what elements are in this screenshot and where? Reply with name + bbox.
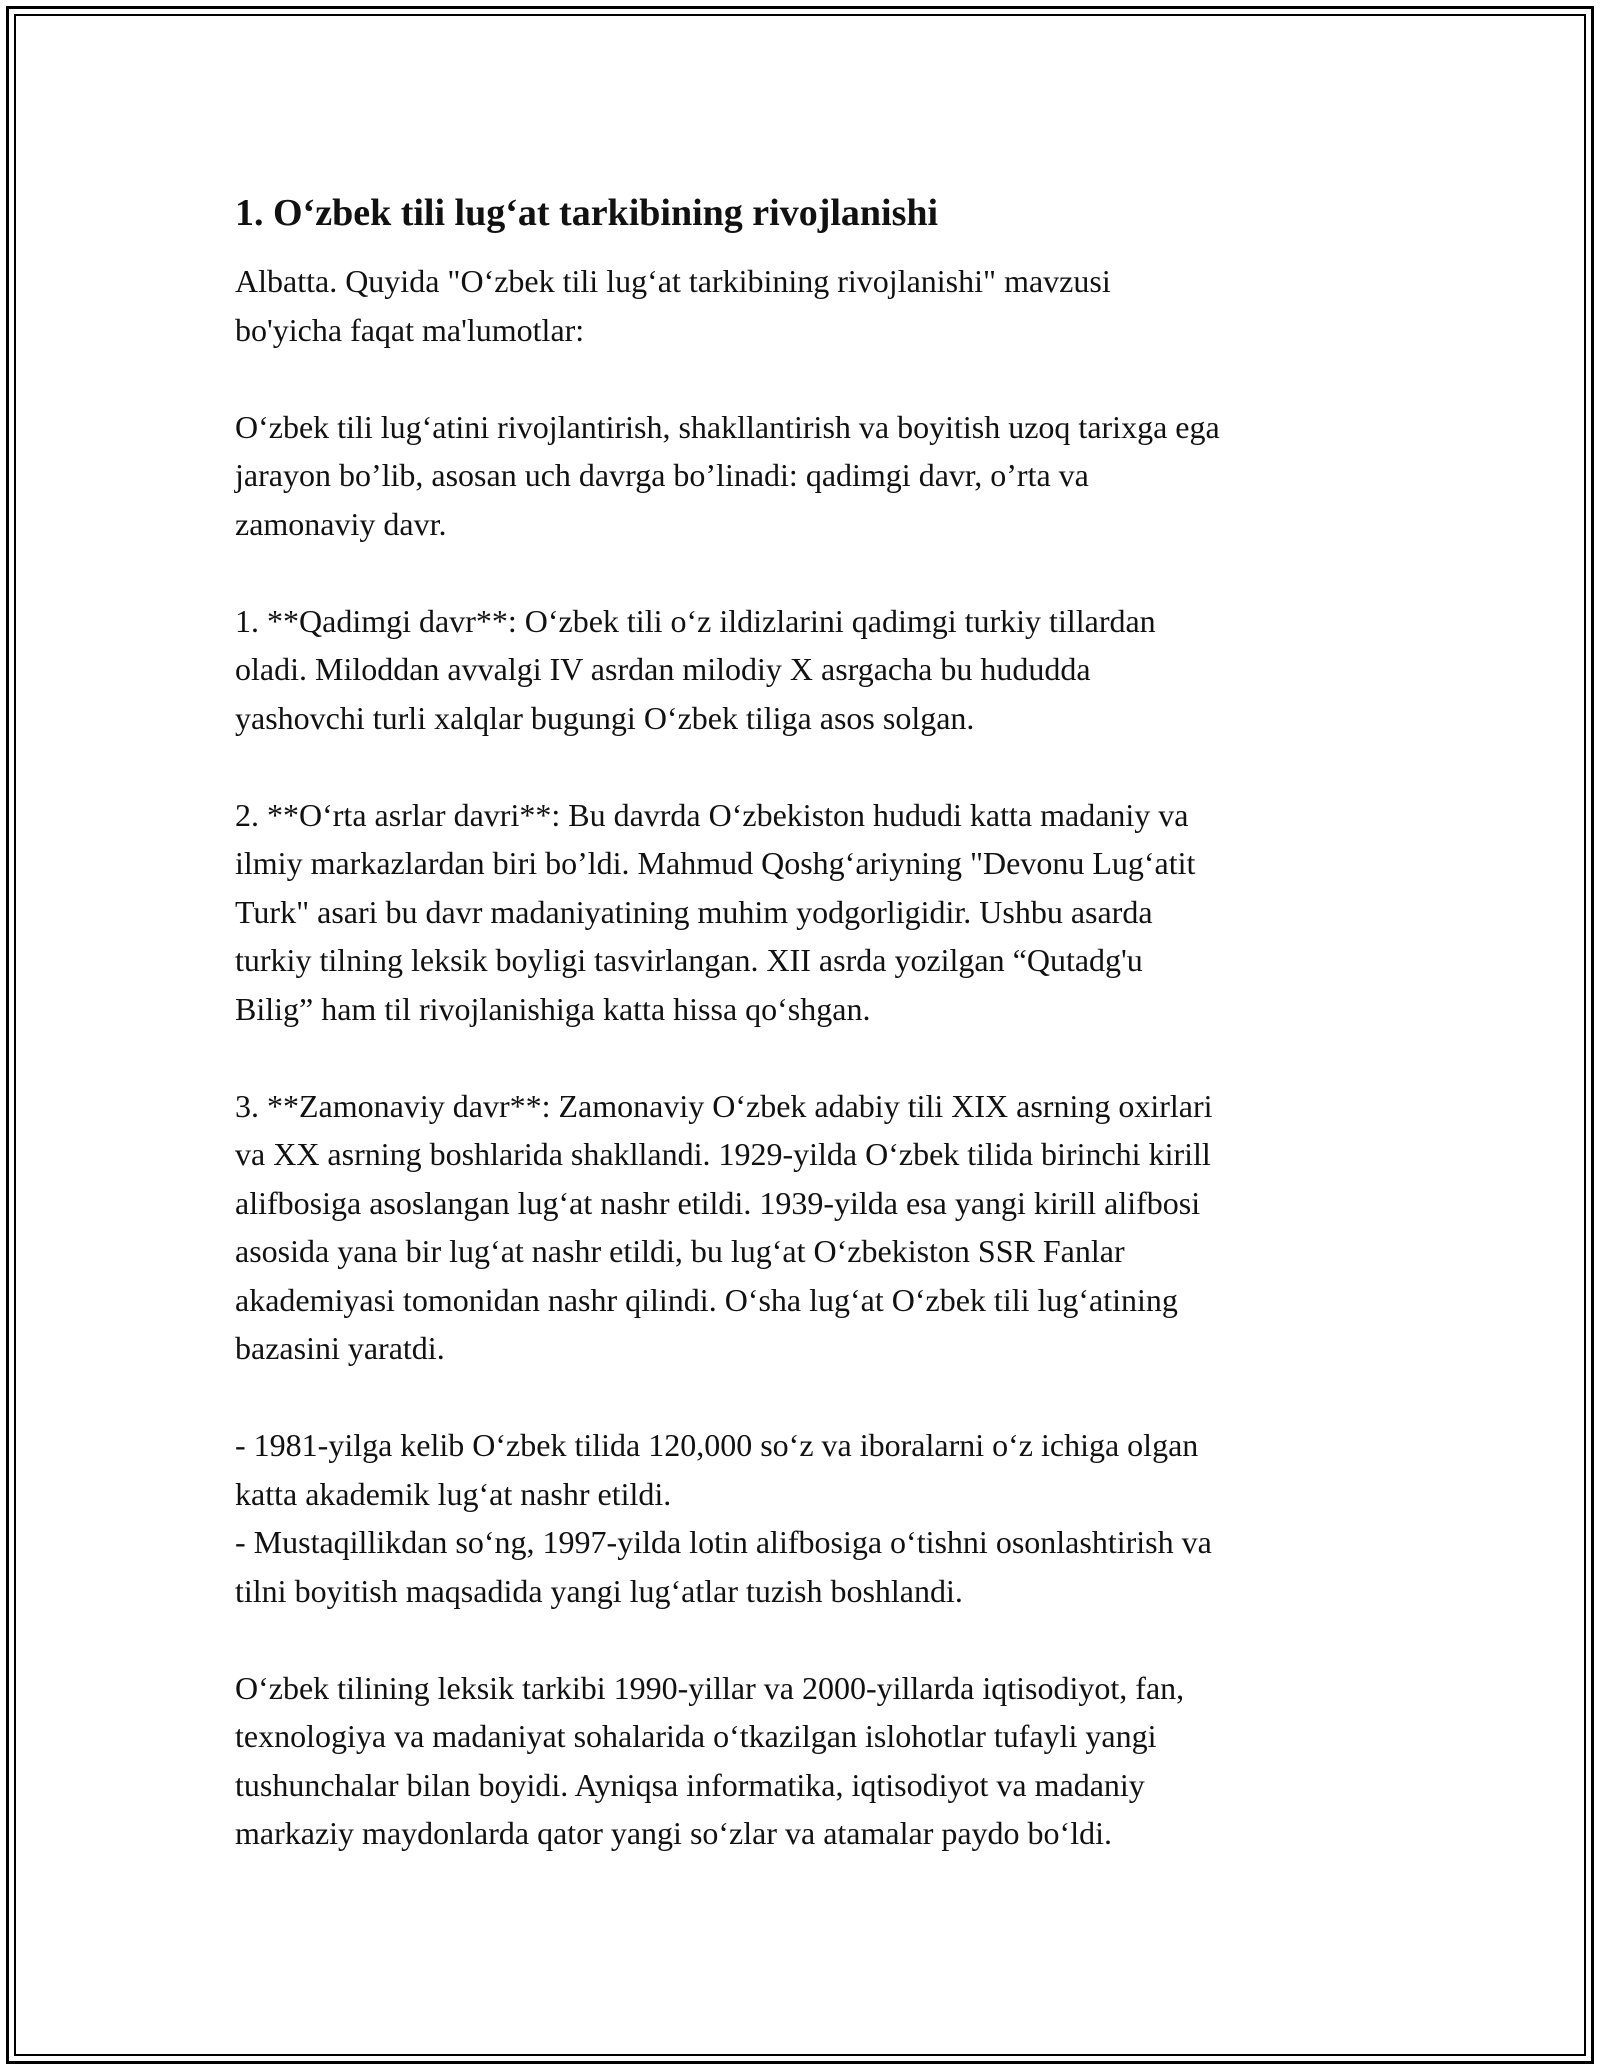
text-line: jarayon bo’lib, asosan uch davrga bo’linadi: qadimgi davr, o’rta va xyxy=(235,457,1089,493)
text-line: oladi. Miloddan avvalgi IV asrdan milodiy X asrgacha bu hududda xyxy=(235,651,1091,687)
conclusion-paragraph xyxy=(235,1664,1375,1858)
text-line: zamonaviy davr. xyxy=(235,505,447,542)
text-line: tushunchalar bilan boyidi. Ayniqsa informatika, iqtisodiyot va madaniy xyxy=(235,1766,1145,1803)
text-line: alifbosiga asoslangan lug‘at nashr etildi. 1939-yilda esa yangi kirill alifbosi xyxy=(235,1184,1201,1221)
bullet-list-paragraph xyxy=(235,1421,1375,1615)
modern-period-paragraph xyxy=(235,1082,1375,1373)
text-line: - Mustaqillikdan so‘ng, 1997-yilda lotin alifbosiga o‘tishni osonlashtirish va xyxy=(235,1524,1212,1560)
text-line: asosida yana bir lug‘at nashr etildi, bu lug‘at O‘zbekiston SSR Fanlar xyxy=(235,1233,1125,1269)
text-line: - 1981-yilga kelib O‘zbek tilida 120,000 so‘z va iboralarni o‘z ichiga olgan xyxy=(235,1427,1199,1463)
ancient-period-paragraph xyxy=(235,597,1375,743)
text-line: O‘zbek tilining leksik tarkibi 1990-yillar va 2000-yillarda iqtisodiyot, fan, xyxy=(235,1669,1185,1706)
text-line: tilni boyitish maqsadida yangi lug‘atlar tuzish boshlandi. xyxy=(235,1572,963,1609)
middle-ages-paragraph xyxy=(235,791,1375,1034)
text-line: texnologiya va madaniyat sohalarida o‘tkazilgan islohotlar tufayli yangi xyxy=(235,1718,1157,1754)
intro-paragraph xyxy=(235,257,1375,354)
document-title: 1. O‘zbek tili lug‘at tarkibining rivojlanishi xyxy=(235,192,939,234)
text-line: bazasini yaratdi. xyxy=(235,1330,445,1366)
text-line: O‘zbek tili lug‘atini rivojlantirish, shakllantirish va boyitish uzoq tarixga ega xyxy=(235,408,1220,445)
text-line: va XX asrning boshlarida shakllandi. 1929-yilda O‘zbek tilida birinchi kirill xyxy=(235,1136,1211,1172)
overview-paragraph xyxy=(235,403,1375,549)
text-line: turkiy tilning leksik boyligi tasvirlangan. XII asrda yozilgan “Qutadg'u xyxy=(235,942,1143,978)
text-line: bo'yicha faqat ma'lumotlar: xyxy=(235,311,585,348)
text-line: markaziy maydonlarda qator yangi so‘zlar va atamalar paydo bo‘ldi. xyxy=(235,1815,1112,1851)
text-line: katta akademik lug‘at nashr etildi. xyxy=(235,1475,672,1512)
text-line: Albatta. Quyida "O‘zbek tili lug‘at tarkibining rivojlanishi" mavzusi xyxy=(235,263,1111,299)
text-line: yashovchi turli xalqlar bugungi O‘zbek tiliga asos solgan. xyxy=(235,699,975,736)
text-line: ilmiy markazlardan biri bo’ldi. Mahmud Qoshg‘ariyning "Devonu Lug‘atit xyxy=(235,845,1196,881)
text-line: Turk" asari bu davr madaniyatining muhim yodgorligidir. Ushbu asarda xyxy=(235,893,1153,930)
text-line: 1. **Qadimgi davr**: O‘zbek tili o‘z ildizlarini qadimgi turkiy tillardan xyxy=(235,602,1156,639)
text-line: Bilig” ham til rivojlanishiga katta hissa qo‘shgan. xyxy=(235,990,871,1027)
document-body xyxy=(235,185,1375,1858)
text-line: 2. **O‘rta asrlar davri**: Bu davrda O‘zbekiston hududi katta madaniy va xyxy=(235,796,1189,833)
text-line: akademiyasi tomonidan nashr qilindi. O‘sha lug‘at O‘zbek tili lug‘atining xyxy=(235,1281,1178,1318)
text-line: 3. **Zamonaviy davr**: Zamonaviy O‘zbek adabiy tili XIX asrning oxirlari xyxy=(235,1087,1213,1124)
